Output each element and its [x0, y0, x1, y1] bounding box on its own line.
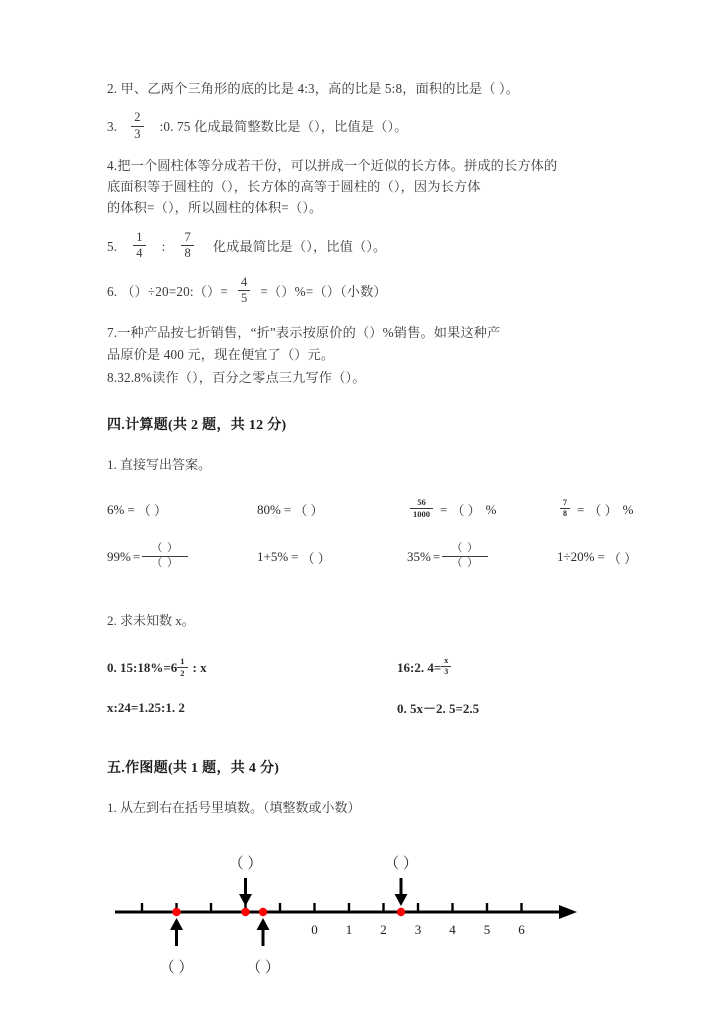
arrow-down-p2-head-icon — [239, 894, 252, 906]
fraction-denominator-blank: （ ） — [451, 556, 480, 569]
calc-c1-eq: = — [127, 501, 135, 517]
marked-point-p3-dot — [259, 908, 267, 916]
question-4-number: 4. — [107, 157, 118, 173]
calc-c2-blank: （ ） — [294, 503, 324, 519]
calc-c7-eq: = — [432, 549, 441, 565]
fraction-denominator: 3 — [134, 126, 141, 141]
calc-item-c3 — [407, 499, 557, 520]
question-2-text-b: ）。 — [499, 81, 520, 96]
equation-e3-text: x:24=1.25:1. 2 — [107, 699, 185, 715]
arrow-down-p4-head-icon — [395, 894, 408, 906]
calc-item-c5 — [107, 544, 257, 570]
calc-c4-eq: = — [577, 501, 585, 517]
equation-e1-mixed-fraction — [177, 657, 187, 678]
equation-e4 — [397, 698, 615, 717]
fraction-numerator-blank: （ ） — [142, 543, 188, 557]
question-7-number: 7. — [107, 325, 118, 341]
question-4-line1-text: 把一个圆柱体等分成若干份，可以拼成一个近似的长方体。拼成的长方体的 — [117, 157, 558, 173]
question-4-line3-c: ）。 — [302, 200, 323, 216]
question-4-line3-b: ），所以圆柱的体积=（ — [167, 200, 303, 216]
question-8-text-c: ）。 — [345, 370, 366, 385]
axis-label-5: 5 — [483, 922, 491, 938]
calc-item-c6 — [257, 544, 407, 570]
fraction-denominator-blank: （ ） — [151, 556, 180, 569]
question-7-line-1 — [107, 322, 615, 343]
question-6-text-a: （ — [121, 283, 135, 299]
arrow-up-p1-head-icon — [170, 918, 183, 930]
marked-point-p1-dot — [172, 908, 180, 916]
question-4-line2-c: ），因为长方体 — [393, 179, 481, 194]
equation-e4-text: 0. 5x－2. 5=2.5 — [397, 701, 480, 717]
question-6-text-b: ）÷20=20:（ — [134, 283, 207, 299]
equation-e3 — [107, 698, 397, 717]
question-7-line-2 — [107, 344, 615, 365]
question-6-text-e: ）%=（ — [281, 283, 327, 299]
calc-c3-blank: （ ） — [451, 503, 481, 519]
calc-c5-eq: = — [132, 549, 141, 565]
calc-item-c4 — [557, 499, 637, 520]
calc-c8-eq: = — [597, 549, 605, 565]
question-2 — [107, 78, 615, 99]
question-7-line1-a: 一种产品按七折销售，“折”表示按原价的（ — [117, 325, 370, 341]
fraction-denominator: 2 — [180, 668, 185, 679]
fraction-numerator: x — [441, 657, 451, 667]
question-6-number: 6. — [107, 283, 118, 299]
number-line-figure — [107, 850, 615, 1000]
question-4-line2-a: 底面积等于圆柱的（ — [107, 179, 228, 194]
axis-label-1: 1 — [345, 922, 353, 938]
axis-label-2: 2 — [380, 922, 387, 938]
up-arrows — [170, 918, 270, 946]
question-5-text-c: ）。 — [366, 238, 387, 254]
question-5 — [107, 229, 615, 261]
fraction-numerator: 7 — [181, 231, 193, 246]
question-4-line-2 — [107, 176, 615, 197]
section-four-heading: 四.计算题(共 2 题，共 12 分) — [107, 418, 287, 434]
calc-item-c1 — [107, 499, 257, 520]
question-8-number: 8. — [107, 370, 118, 385]
fraction-numerator: 1 — [177, 657, 187, 668]
document-body-column — [107, 78, 638, 1000]
calc-c6-eq: = — [291, 549, 299, 565]
question-5-fraction-2 — [181, 231, 193, 260]
calc-c1-blank: （ ） — [137, 503, 167, 519]
question-8-text-b: ），百分之零点三九写作（ — [192, 370, 346, 385]
section-five-heading: 五.作图题(共 1 题，共 4 分) — [107, 761, 280, 777]
question-3-text-a: :0. 75 化成最简整数比是（ — [159, 119, 315, 135]
question-2-text-a: 甲、乙两个三角形的底的比是 4:3，高的比是 5:8，面积的比是（ — [120, 81, 496, 96]
question-7-line2-b: ）元。 — [294, 346, 335, 362]
question-4-line-3 — [107, 197, 615, 218]
fraction-denominator: 8 — [184, 245, 191, 260]
calc-c2-eq: = — [283, 501, 292, 517]
question-5-colon: : — [161, 238, 166, 254]
calc-c3-suffix: % — [485, 501, 497, 517]
question-6-text-c: ）= — [207, 283, 228, 299]
question-7-line2-a: 品原价是 400 元，现在便宜了（ — [107, 346, 295, 362]
number-line-arrowhead-icon — [559, 905, 577, 919]
number-line-svg — [107, 850, 607, 1000]
question-7 — [107, 322, 615, 365]
fraction-denominator: 4 — [136, 245, 143, 260]
question-6 — [107, 277, 615, 306]
fraction-numerator: 2 — [131, 111, 143, 126]
axis-label-0: 0 — [311, 922, 318, 938]
arrow-up-p3-head-icon — [257, 918, 270, 930]
equation-e1 — [107, 657, 397, 678]
marked-point-p4-dot — [397, 908, 405, 916]
question-4 — [107, 155, 615, 219]
fraction-numerator: 56 — [410, 498, 433, 509]
fraction-numerator: 7 — [560, 499, 570, 509]
question-5-fraction-1 — [133, 231, 145, 260]
calc-c1-lhs: 6% — [107, 501, 125, 517]
calc-c5-answer-fraction — [142, 543, 188, 569]
calc-item-c7 — [407, 544, 557, 570]
calc-item-c2 — [257, 499, 407, 520]
question-8 — [107, 367, 615, 388]
question-3-text-b: ），比值是（ — [314, 119, 388, 135]
down-arrows — [239, 878, 408, 906]
question-7-line1-b: ）%销售。如果这种产 — [369, 325, 501, 341]
equation-e1-pre: 0. 15:18%=6 — [107, 659, 178, 675]
question-8-text-a: 32.8%读作（ — [117, 370, 193, 385]
axis-label-6: 6 — [518, 922, 525, 938]
question-3-number: 3. — [107, 119, 118, 135]
equation-grid — [107, 657, 615, 717]
fraction-denominator: 1000 — [413, 509, 430, 520]
axis-label-4: 4 — [449, 922, 456, 938]
bracket-above-1: （ ） — [228, 856, 263, 873]
question-3-fraction — [131, 111, 143, 140]
section-five-q1-label: 1. 从左到右在括号里填数。（填整数或小数） — [107, 800, 361, 816]
question-6-text-f: ）（小数） — [326, 283, 387, 299]
equation-e2-pre: 16:2. 4= — [397, 659, 442, 675]
question-3 — [107, 112, 615, 141]
fraction-numerator: 4 — [238, 276, 250, 291]
question-6-text-d: =（ — [260, 283, 282, 299]
calculation-grid — [107, 497, 638, 570]
question-6-fraction — [238, 276, 250, 305]
fraction-denominator: 3 — [444, 667, 449, 677]
section-four-q2-label: 2. 求未知数 x。 — [107, 613, 195, 629]
calc-c8-blank: （ ） — [607, 550, 638, 566]
calc-c6-blank: （ ） — [301, 550, 331, 566]
calc-c4-suffix: % — [622, 501, 634, 517]
fraction-numerator: 1 — [133, 231, 145, 246]
equation-e2-stacked-fraction — [441, 657, 451, 677]
calc-c8-lhs: 1÷20% — [557, 549, 595, 565]
calc-c2-lhs: 80% — [257, 501, 281, 517]
bracket-above-2: （ ） — [384, 856, 418, 873]
axis-label-3: 3 — [414, 922, 422, 938]
calc-c4-fraction — [560, 499, 570, 519]
question-5-text-a: 化成最简比是（ — [212, 238, 307, 254]
calc-c5-lhs: 99% — [107, 549, 131, 565]
fraction-denominator: 8 — [563, 509, 567, 519]
bracket-below-1: （ ） — [159, 960, 194, 977]
calc-c3-eq: = — [440, 501, 448, 517]
question-4-line2-b: ），长方体的高等于圆柱的（ — [227, 179, 394, 194]
bracket-below-2: （ ） — [246, 960, 280, 977]
marked-point-p2-dot — [241, 908, 249, 916]
question-3-text-c: ）。 — [387, 119, 408, 135]
question-5-text-b: ），比值（ — [306, 238, 367, 254]
question-5-number: 5. — [107, 238, 118, 254]
question-4-line-1 — [107, 155, 615, 176]
fraction-denominator: 5 — [240, 291, 248, 306]
fraction-numerator-blank: （ ） — [442, 543, 488, 557]
equation-e2 — [397, 657, 615, 678]
calc-c3-fraction — [410, 498, 433, 519]
calc-c6-lhs: 1+5% — [257, 549, 289, 565]
question-2-number: 2. — [107, 81, 118, 96]
equation-e1-post: : x — [192, 659, 207, 675]
section-four-q1-label: 1. 直接写出答案。 — [107, 457, 212, 473]
calc-c4-blank: （ ） — [588, 503, 618, 519]
question-4-line3-a: 的体积=（ — [107, 200, 168, 216]
calc-c7-lhs: 35% — [407, 549, 431, 565]
calc-c7-answer-fraction — [442, 543, 488, 569]
calc-item-c8 — [557, 544, 637, 570]
